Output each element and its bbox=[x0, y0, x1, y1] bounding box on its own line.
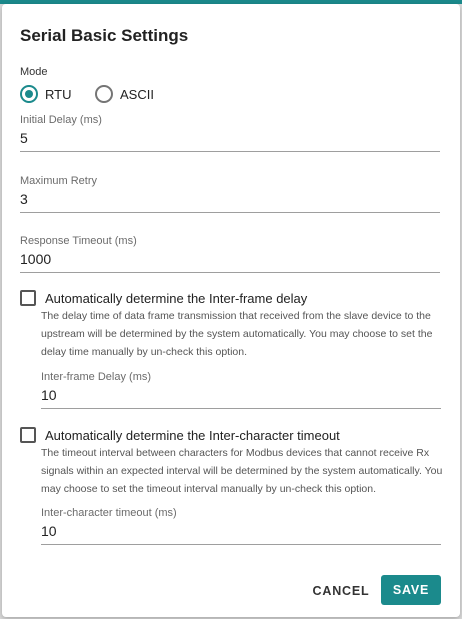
inter-character-auto-row bbox=[20, 426, 340, 444]
response-timeout-label: Response Timeout (ms) bbox=[20, 235, 137, 247]
radio-ascii-label: ASCII bbox=[120, 86, 154, 102]
inter-character-timeout-label: Inter-character timeout (ms) bbox=[41, 507, 177, 519]
radio-ascii[interactable] bbox=[95, 84, 154, 104]
response-timeout-field bbox=[20, 235, 440, 273]
inter-character-auto-label: Automatically determine the Inter-character timeout bbox=[45, 427, 340, 443]
inter-frame-delay-input[interactable] bbox=[41, 383, 441, 409]
radio-unchecked-icon[interactable] bbox=[95, 85, 113, 103]
inter-frame-auto-label: Automatically determine the Inter-frame delay bbox=[45, 290, 308, 306]
inter-frame-auto-row bbox=[20, 289, 307, 307]
maximum-retry-label: Maximum Retry bbox=[20, 175, 98, 187]
save-button[interactable]: SAVE bbox=[381, 575, 441, 605]
inter-frame-auto-checkbox[interactable] bbox=[20, 290, 36, 306]
initial-delay-label: Initial Delay (ms) bbox=[20, 114, 102, 126]
inter-character-description: The timeout interval between characters for Modbus devices that cannot receive Rx signals within an expected interval will be determined by the system automatically. You may choose to set the timeout interval manually by un-check this option. bbox=[41, 447, 443, 495]
inter-frame-delay-field bbox=[41, 371, 441, 409]
response-timeout-input[interactable] bbox=[20, 247, 440, 273]
initial-delay-field bbox=[20, 114, 440, 152]
radio-rtu[interactable] bbox=[20, 84, 71, 104]
inter-frame-delay-label: Inter-frame Delay (ms) bbox=[41, 371, 152, 383]
radio-checked-icon[interactable] bbox=[20, 85, 38, 103]
radio-rtu-label: RTU bbox=[45, 86, 72, 102]
inter-character-timeout-input[interactable] bbox=[41, 519, 441, 545]
serial-basic-settings-dialog bbox=[2, 4, 460, 617]
dialog-title: Serial Basic Settings bbox=[20, 26, 189, 45]
inter-character-timeout-field bbox=[41, 507, 441, 545]
initial-delay-input[interactable] bbox=[20, 126, 440, 152]
mode-label: Mode bbox=[20, 66, 48, 78]
maximum-retry-field bbox=[20, 175, 440, 213]
inter-frame-description: The delay time of data frame transmission that received from the slave device to the upstream will be determined by the system automatically. You may choose to set the delay time manually by un-check this option. bbox=[41, 310, 433, 358]
cancel-button[interactable]: CANCEL bbox=[310, 577, 372, 605]
maximum-retry-input[interactable] bbox=[20, 187, 440, 213]
inter-character-auto-checkbox[interactable] bbox=[20, 427, 36, 443]
